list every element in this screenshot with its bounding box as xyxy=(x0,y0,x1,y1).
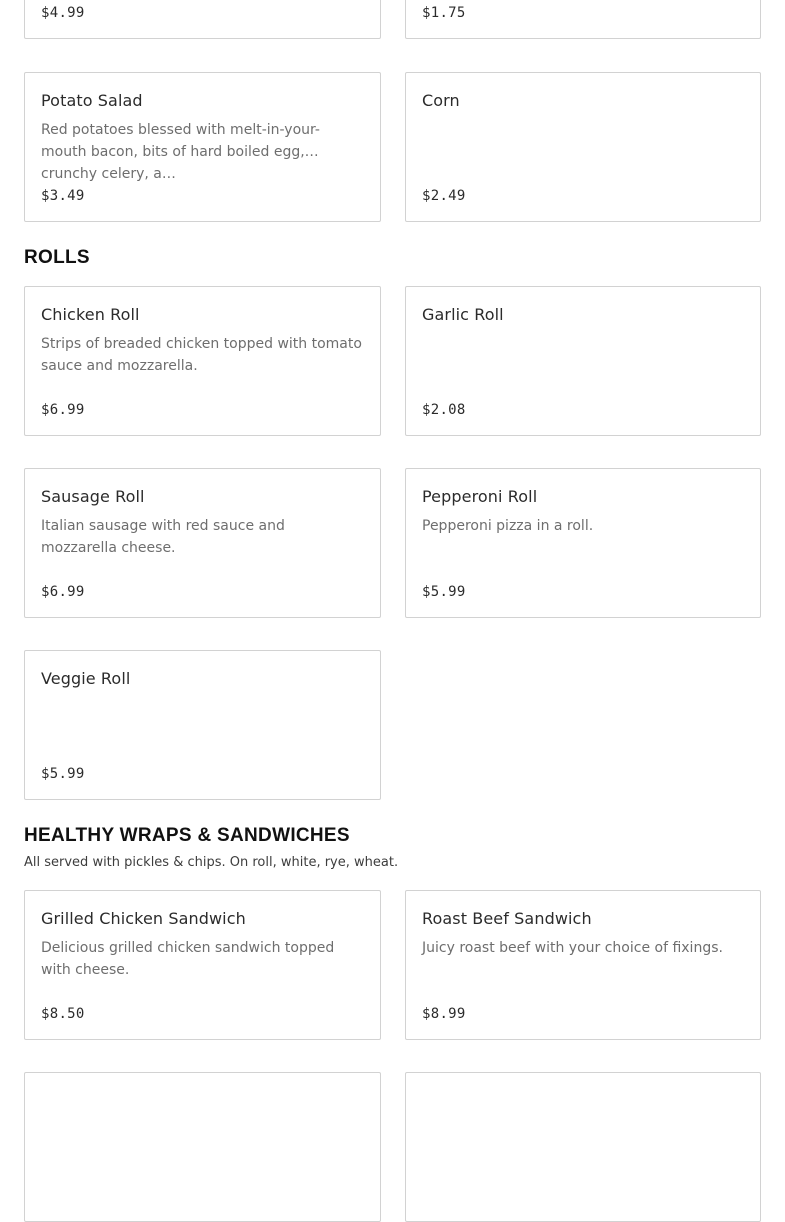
item-description: Red potatoes blessed with melt-in-your-mouth bacon, bits of hard boiled egg, crunchy celery, a… xyxy=(41,122,320,182)
item-description: Strips of breaded chicken topped with tomato sauce and mozzarella. xyxy=(41,336,362,374)
item-price: $6.99 xyxy=(41,584,85,600)
section-subtitle: All served with pickles & chips. On roll, white, rye, wheat. xyxy=(24,855,399,870)
item-price: $6.99 xyxy=(41,402,85,418)
menu-item-card-sausage-roll[interactable] xyxy=(24,468,381,618)
menu-item-card-potato-salad[interactable] xyxy=(24,72,381,222)
item-price: $4.99 xyxy=(41,5,85,21)
item-name: Chicken Roll xyxy=(41,305,140,324)
menu-item-card-chicken-roll[interactable] xyxy=(24,286,381,436)
menu-item-card[interactable] xyxy=(405,0,761,39)
item-price: $2.08 xyxy=(422,402,466,418)
menu-item-card-grilled-chicken-sandwich[interactable] xyxy=(24,890,381,1040)
item-name: Veggie Roll xyxy=(41,669,131,688)
item-description: Juicy roast beef with your choice of fixings. xyxy=(422,940,723,956)
item-name: Potato Salad xyxy=(41,91,143,110)
item-price: $3.49 xyxy=(41,188,85,204)
item-price: $8.50 xyxy=(41,1006,85,1022)
menu-item-card-veggie-roll[interactable] xyxy=(24,650,381,800)
item-description: Delicious grilled chicken sandwich topped with cheese. xyxy=(41,940,335,978)
item-name: Pepperoni Roll xyxy=(422,487,538,506)
menu-item-card-corn[interactable] xyxy=(405,72,761,222)
menu-item-card-pepperoni-roll[interactable] xyxy=(405,468,761,618)
item-price: $2.49 xyxy=(422,188,466,204)
item-price: $8.99 xyxy=(422,1006,466,1022)
item-name: Roast Beef Sandwich xyxy=(422,909,592,928)
item-description: Pepperoni pizza in a roll. xyxy=(422,518,594,534)
item-name: Garlic Roll xyxy=(422,305,504,324)
item-price: $5.99 xyxy=(422,584,466,600)
item-name: Grilled Chicken Sandwich xyxy=(41,909,246,928)
item-description: Italian sausage with red sauce and mozzarella cheese. xyxy=(41,518,285,556)
menu-item-card[interactable] xyxy=(24,1072,381,1222)
item-price: $1.75 xyxy=(422,5,466,21)
menu-item-card[interactable] xyxy=(24,0,381,39)
menu-item-card[interactable] xyxy=(405,1072,761,1222)
item-name: Corn xyxy=(422,91,460,110)
item-price: $5.99 xyxy=(41,766,85,782)
section-title-rolls: ROLLS xyxy=(24,247,90,268)
item-name: Sausage Roll xyxy=(41,487,145,506)
menu-item-card-garlic-roll[interactable] xyxy=(405,286,761,436)
menu-item-card-roast-beef-sandwich[interactable] xyxy=(405,890,761,1040)
section-title-wraps: HEALTHY WRAPS & SANDWICHES xyxy=(24,825,350,846)
